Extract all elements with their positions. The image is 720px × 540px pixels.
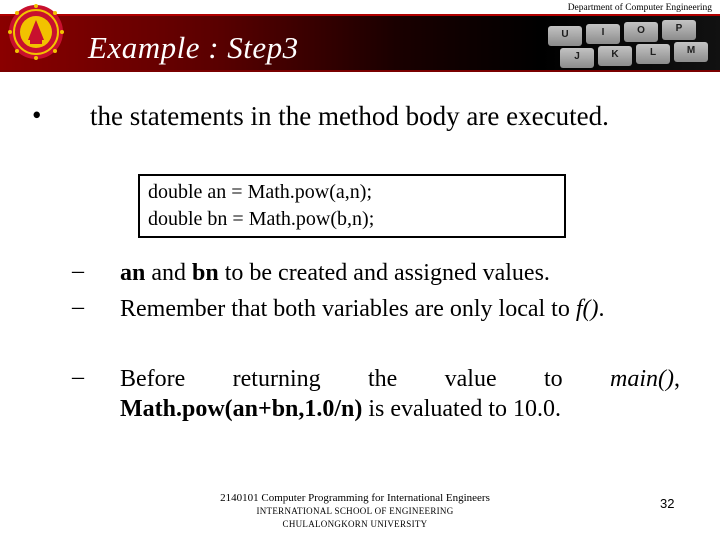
key-icon: L	[636, 44, 670, 64]
university-logo-icon	[6, 2, 66, 62]
bold-term: bn	[192, 260, 219, 286]
sub-text: .	[598, 296, 605, 322]
key-icon: I	[586, 24, 620, 44]
keyboard-image	[520, 18, 720, 70]
sub-item	[120, 258, 680, 288]
sub-text: ,	[674, 366, 680, 392]
sub-item	[120, 364, 680, 424]
code-box	[138, 174, 566, 238]
sub-line	[120, 364, 680, 394]
course-name: 2140101 Computer Programming for International Engineers	[220, 492, 490, 504]
university-name: CHULALONGKORN UNIVERSITY	[282, 519, 428, 529]
key-icon: M	[674, 42, 708, 62]
code-line: double an = Math.pow(a,n);	[148, 181, 373, 203]
banner-bottom-stripe	[0, 70, 720, 72]
dash-marker: –	[72, 364, 84, 390]
sub-text: Before returning the value to	[120, 366, 611, 392]
sub-text: is evaluated to 10.0.	[362, 396, 562, 422]
slide-header	[0, 0, 720, 76]
sub-text: and	[145, 260, 193, 286]
sub-line	[120, 394, 680, 424]
department-label: Department of Computer Engineering	[567, 3, 712, 13]
sub-text: to be created and assigned values.	[218, 260, 550, 286]
bold-term: an	[120, 260, 146, 286]
key-icon: P	[662, 20, 696, 40]
dash-marker: –	[72, 294, 84, 320]
key-icon: K	[598, 46, 632, 66]
italic-term: main()	[610, 366, 674, 392]
slide-title: Example : Step3	[88, 30, 299, 65]
dash-marker: –	[72, 258, 84, 284]
key-icon: O	[624, 22, 658, 42]
bold-term: Math.pow(an+bn,1.0/n)	[120, 396, 363, 422]
bullet-text: the statements in the method body are executed.	[90, 101, 609, 131]
page-number: 32	[660, 496, 675, 511]
key-icon: J	[560, 48, 594, 68]
school-name: INTERNATIONAL SCHOOL OF ENGINEERING	[256, 506, 454, 516]
code-line: double bn = Math.pow(b,n);	[148, 208, 375, 230]
sub-text: Remember that both variables are only local to	[120, 296, 576, 322]
italic-term: f()	[575, 296, 599, 322]
slide-footer	[170, 492, 540, 531]
sub-item	[120, 294, 680, 324]
bullet-marker: •	[32, 100, 42, 130]
key-icon: U	[548, 26, 582, 46]
